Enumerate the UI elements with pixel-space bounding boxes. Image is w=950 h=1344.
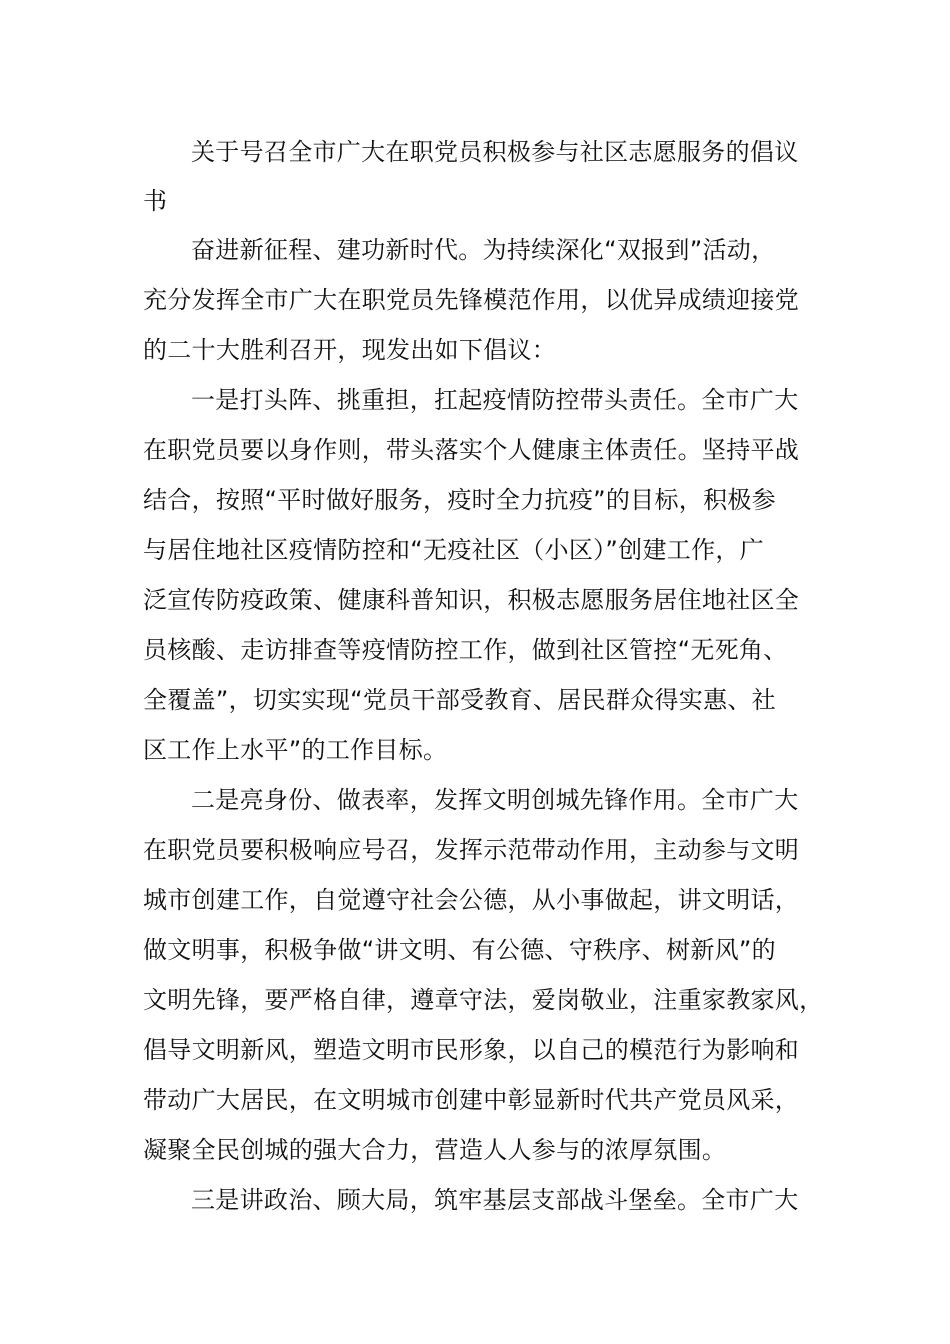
paragraph-two-line-1: 二是亮身份、做表率，发挥文明创城先锋作用。全市广大 xyxy=(191,786,799,814)
document-title-line-1: 关于号召全市广大在职党员积极参与社区志愿服务的倡议 xyxy=(191,138,799,166)
paragraph-intro-line-2: 充分发挥全市广大在职党员先锋模范作用，以优异成绩迎接党 xyxy=(143,286,800,314)
paragraph-one-line-7: 全覆盖”，切实实现“党员干部受教育、居民群众得实惠、社 xyxy=(143,686,776,714)
paragraph-one-line-4: 与居住地社区疫情防控和“无疫社区（小区）”创建工作，广 xyxy=(143,536,764,564)
paragraph-intro-line-3: 的二十大胜利召开，现发出如下倡议： xyxy=(143,336,557,364)
paragraph-two-line-3: 城市创建工作，自觉遵守社会公德，从小事做起，讲文明话， xyxy=(143,886,800,914)
paragraph-two-line-4: 做文明事，积极争做“讲文明、有公德、守秩序、树新风”的 xyxy=(143,936,776,964)
paragraph-one-line-5: 泛宣传防疫政策、健康科普知识，积极志愿服务居住地社区全 xyxy=(143,586,800,614)
paragraph-one-line-3: 结合，按照“平时做好服务，疫时全力抗疫”的目标，积极参 xyxy=(143,486,776,514)
document-title-line-2: 书 xyxy=(143,187,168,215)
paragraph-one-line-2: 在职党员要以身作则，带头落实个人健康主体责任。坚持平战 xyxy=(143,436,800,464)
paragraph-one-line-6: 员核酸、走访排查等疫情防控工作，做到社区管控“无死角、 xyxy=(143,636,788,664)
paragraph-two-line-5: 文明先锋，要严格自律，遵章守法，爱岗敬业，注重家教家风， xyxy=(143,986,824,1014)
paragraph-one-line-8: 区工作上水平”的工作目标。 xyxy=(143,736,448,764)
paragraph-two-line-7: 带动广大居民，在文明城市创建中彰显新时代共产党员风采， xyxy=(143,1086,800,1114)
paragraph-three-line-1: 三是讲政治、顾大局，筑牢基层支部战斗堡垒。全市广大 xyxy=(191,1186,799,1214)
paragraph-intro-line-1: 奋进新征程、建功新时代。为持续深化“双报到”活动， xyxy=(191,236,776,264)
paragraph-two-line-6: 倡导文明新风，塑造文明市民形象，以自己的模范行为影响和 xyxy=(143,1036,800,1064)
paragraph-one-line-1: 一是打头阵、挑重担，扛起疫情防控带头责任。全市广大 xyxy=(191,386,799,414)
paragraph-two-line-2: 在职党员要积极响应号召，发挥示范带动作用，主动参与文明 xyxy=(143,836,800,864)
paragraph-two-line-8: 凝聚全民创城的强大合力，营造人人参与的浓厚氛围。 xyxy=(143,1136,727,1164)
